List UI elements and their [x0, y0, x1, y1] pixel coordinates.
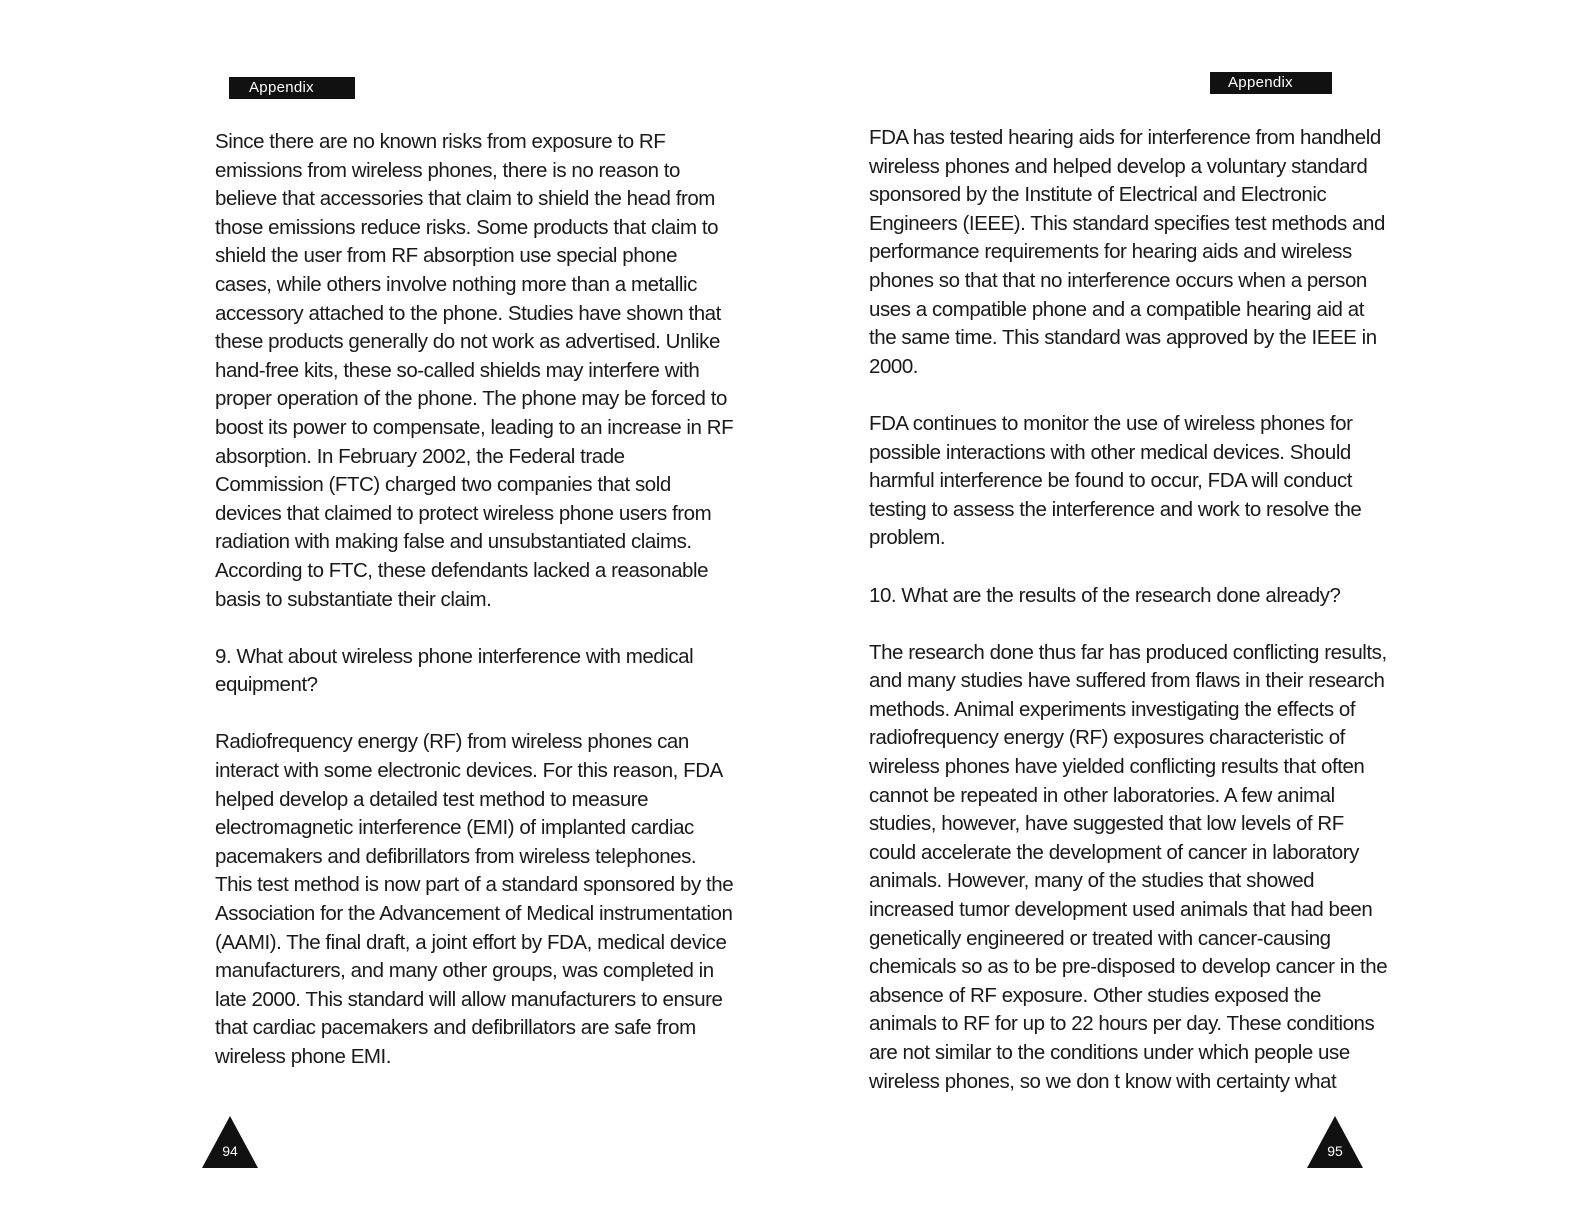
paragraph-research-results: The research done thus far has produced conflicting results, and many studies have suffered from flaws in their research methods. Animal experiments investigating the effects of radiofrequency energy (RF) exposures characteristic of wireless phones have yielded conflicting results that often cannot be repeated in other laboratories. A few animal studies, however, have suggested that low levels of RF could accelerate the development of cancer in laboratory animals. However, many of the studies that showed increased tumor development used animals that had been genetically engineered or treated with cancer-causing chemicals so as to be pre-disposed to develop cancer in the absence of RF exposure. Other studies exposed the animals to RF for up to 22 hours per day. These conditions are not similar to the conditions under which people use wireless phones, so we don t know with certainty what [869, 640, 1388, 1093]
page-body [215, 128, 735, 1072]
page-number: 94 [222, 1143, 238, 1159]
page-number-badge [1305, 1114, 1365, 1170]
page-number: 95 [1327, 1143, 1343, 1159]
paragraph-fda-monitoring: FDA continues to monitor the use of wireless phones for possible interactions with other medical devices. Should harmful interference be found to occur, FDA will conduct testing to assess the interference and work to resolve the problem. [869, 411, 1362, 550]
section-header-appendix: Appendix [229, 77, 355, 99]
paragraph-hearing-aids: FDA has tested hearing aids for interference from handheld wireless phones and helped develop a voluntary standard sponsored by the Institute of Electrical and Electronic Engineers (IEEE). This standard specifies test methods and performance requirements for hearing aids and wireless phones so that that no interference occurs when a person uses a compatible phone and a compatible hearing aid at the same time. This standard was approved by the IEEE in 2000. [869, 126, 1385, 378]
question-10-heading: 10. What are the results of the research done already? [869, 583, 1341, 607]
paragraph-shielding-accessories: Since there are no known risks from exposure to RF emissions from wireless phones, there is no reason to believe that accessories that claim to shield the head from those emissions reduce risks. Some products that claim to shield the user from RF absorption use special phone cases, while others involve nothing more than a metallic accessory attached to the phone. Studies have shown that these products generally do not work as advertised. Unlike hand-free kits, these so-called shields may interfere with proper operation of the phone. The phone may be forced to boost its power to compensate, leading to an increase in RF absorption. In February 2002, the Federal trade Commission (FTC) charged two companies that sold devices that claimed to protect wireless phone users from radiation with making false and unsubstantiated claims. According to FTC, these defendants lacked a reasonable basis to substantiate their claim. [215, 130, 734, 611]
section-header-appendix: Appendix [1210, 72, 1332, 94]
page-number-badge [200, 1114, 260, 1170]
question-9-heading: 9. What about wireless phone interference with medical equipment? [215, 644, 694, 697]
paragraph-medical-interference: Radiofrequency energy (RF) from wireless phones can interact with some electronic devices. For this reason, FDA helped develop a detailed test method to measure electromagnetic interference (EMI) of implanted cardiac pacemakers and defibrillators from wireless telephones. This test method is now part of a standard sponsored by the Association for the Advancement of Medical instrumentation (AAMI). The final draft, a joint effort by FDA, medical device manufacturers, and many other groups, was completed in late 2000. This standard will allow manufacturers to ensure that cardiac pacemakers and defibrillators are safe from wireless phone EMI. [215, 730, 734, 1068]
page-body [869, 124, 1389, 1096]
right-page [789, 0, 1578, 1221]
